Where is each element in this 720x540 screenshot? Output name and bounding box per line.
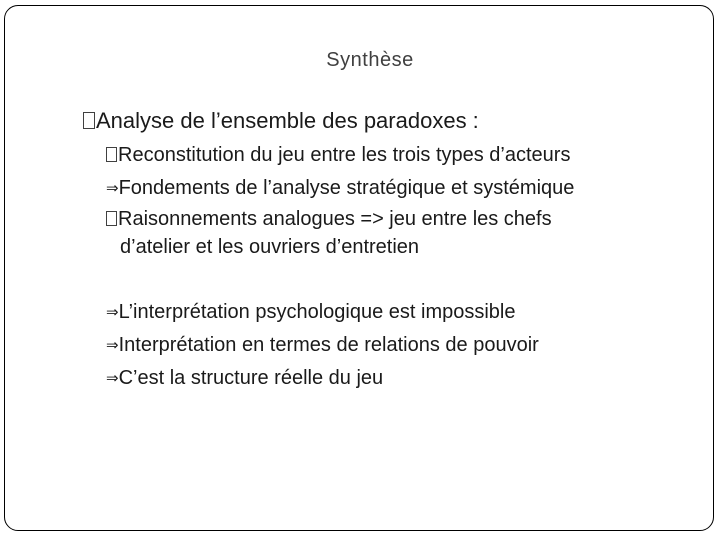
sub-point-text: d’atelier et les ouvriers d’entretien [120, 236, 420, 258]
sub-point [106, 334, 539, 357]
double-arrow-right-icon: ⇒ [106, 336, 119, 354]
sub-point-text: Reconstitution du jeu entre les trois types d’acteurs [118, 144, 571, 166]
slide-frame [4, 5, 714, 531]
sub-point-text: L’interprétation psychologique est impossible [118, 301, 516, 323]
sub-point-continuation [120, 236, 419, 259]
main-point-text: Analyse de l’ensemble des paradoxes : [96, 108, 479, 133]
missing-glyph-box-icon [106, 147, 117, 162]
sub-point [106, 144, 570, 167]
missing-glyph-box-icon [106, 211, 117, 226]
sub-point-text: C’est la structure réelle du jeu [118, 367, 384, 389]
sub-point-text: Fondements de l’analyse stratégique et systémique [118, 177, 575, 199]
missing-glyph-box-icon [83, 112, 95, 129]
sub-point [106, 208, 552, 231]
main-point [83, 108, 479, 134]
sub-point-text: Interprétation en termes de relations de pouvoir [118, 334, 539, 356]
sub-point [106, 367, 383, 390]
sub-point [106, 177, 574, 200]
double-arrow-right-icon: ⇒ [106, 369, 119, 387]
double-arrow-right-icon: ⇒ [106, 179, 119, 197]
sub-point-text: Raisonnements analogues => jeu entre les chefs [118, 208, 552, 230]
double-arrow-right-icon: ⇒ [106, 303, 119, 321]
sub-point [106, 301, 515, 324]
slide-title: Synthèse [326, 49, 414, 71]
